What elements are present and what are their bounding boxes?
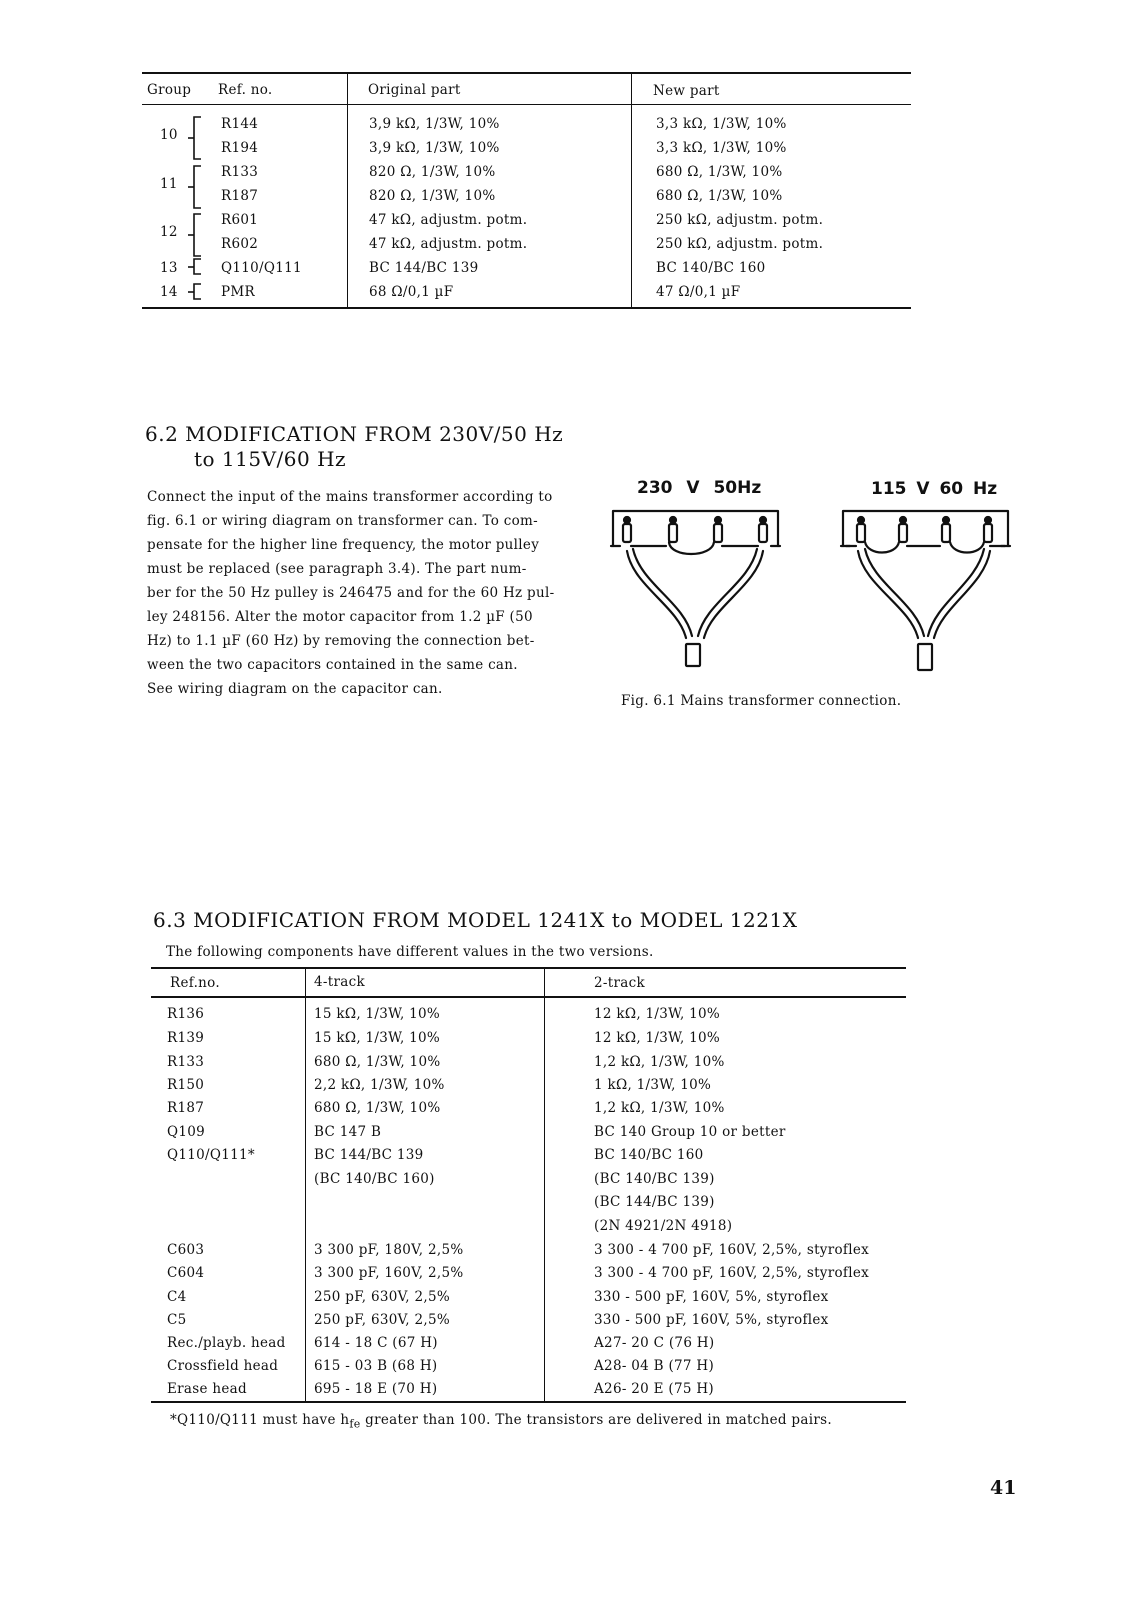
group-label: 14: [160, 284, 178, 300]
ref-cell: PMR: [221, 284, 255, 300]
paragraph-line: ley 248156. Alter the motor capacitor from 1.2 µF (50: [147, 609, 533, 625]
group-label: 11: [160, 176, 178, 192]
footnote-text-start: *Q110/Q111 must have h: [170, 1412, 350, 1428]
original-cell: 820 Ω, 1/3W, 10%: [369, 164, 496, 180]
section-6-2-title-cont: to 115V/60 Hz: [194, 447, 347, 471]
footnote-text-end: greater than 100. The transistors are delivered in matched pairs.: [360, 1412, 832, 1428]
new-cell: 250 kΩ, adjustm. potm.: [656, 236, 824, 252]
new-cell: 680 Ω, 1/3W, 10%: [656, 188, 783, 204]
ref-cell: R601: [221, 212, 259, 228]
paragraph-line: fig. 6.1 or wiring diagram on transformer can. To com-: [147, 513, 538, 529]
original-cell: BC 144/BC 139: [369, 260, 479, 276]
four-track-cell: 15 kΩ, 1/3W, 10%: [314, 1006, 441, 1022]
ref-cell: C603: [167, 1242, 205, 1258]
diagram-label-230v: 230 V 50Hz: [637, 478, 762, 498]
section-6-2-paragraph: [147, 485, 567, 701]
paragraph-line: ween the two capacitors contained in the same can.: [147, 657, 518, 673]
group-label: 12: [160, 224, 178, 240]
paragraph-line: Connect the input of the mains transformer according to: [147, 489, 553, 505]
ref-cell: C5: [167, 1312, 187, 1328]
group-brackets: [180, 112, 205, 304]
new-cell: 680 Ω, 1/3W, 10%: [656, 164, 783, 180]
two-track-cell: 1,2 kΩ, 1/3W, 10%: [594, 1100, 725, 1116]
ref-cell: R187: [167, 1100, 205, 1116]
ref-cell: C4: [167, 1289, 187, 1305]
two-track-cell: (BC 140/BC 139): [594, 1171, 715, 1187]
four-track-cell: 3 300 pF, 160V, 2,5%: [314, 1265, 464, 1281]
paragraph-line: pensate for the higher line frequency, the motor pulley: [147, 537, 540, 553]
two-track-cell: 1 kΩ, 1/3W, 10%: [594, 1077, 712, 1093]
four-track-cell: 2,2 kΩ, 1/3W, 10%: [314, 1077, 445, 1093]
four-track-cell: 15 kΩ, 1/3W, 10%: [314, 1030, 441, 1046]
four-track-cell: 250 pF, 630V, 2,5%: [314, 1289, 450, 1305]
new-cell: 250 kΩ, adjustm. potm.: [656, 212, 824, 228]
transformer-diagram-230v: [608, 506, 783, 674]
ref-cell: Erase head: [167, 1381, 247, 1397]
two-track-cell: 12 kΩ, 1/3W, 10%: [594, 1030, 721, 1046]
four-track-cell: 3 300 pF, 180V, 2,5%: [314, 1242, 464, 1258]
four-track-cell: 680 Ω, 1/3W, 10%: [314, 1054, 441, 1070]
paragraph-line: must be replaced (see paragraph 3.4). The part num-: [147, 561, 527, 577]
two-track-cell: A27- 20 C (76 H): [594, 1335, 715, 1351]
section-6-3-title: 6.3 MODIFICATION FROM MODEL 1241X to MODEL 1221X: [153, 908, 798, 932]
page-number: 41: [990, 1477, 1017, 1499]
original-cell: 47 kΩ, adjustm. potm.: [369, 236, 528, 252]
four-track-cell: 695 - 18 E (70 H): [314, 1381, 438, 1397]
ref-cell: R139: [167, 1030, 205, 1046]
four-track-cell: 680 Ω, 1/3W, 10%: [314, 1100, 441, 1116]
ref-cell: R187: [221, 188, 259, 204]
ref-cell: Crossfield head: [167, 1358, 279, 1374]
ref-cell: R133: [221, 164, 259, 180]
four-track-cell: 614 - 18 C (67 H): [314, 1335, 438, 1351]
new-cell: 3,3 kΩ, 1/3W, 10%: [656, 140, 787, 156]
header-group: Group: [147, 82, 192, 98]
header-ref-no: Ref. no.: [218, 82, 273, 98]
two-track-cell: 330 - 500 pF, 160V, 5%, styroflex: [594, 1289, 829, 1305]
two-track-cell: (2N 4921/2N 4918): [594, 1218, 733, 1234]
ref-cell: Rec./playb. head: [167, 1335, 286, 1351]
paragraph-line: See wiring diagram on the capacitor can.: [147, 681, 443, 697]
two-track-cell: 1,2 kΩ, 1/3W, 10%: [594, 1054, 725, 1070]
original-cell: 3,9 kΩ, 1/3W, 10%: [369, 140, 500, 156]
header-4-track: 4-track: [314, 974, 365, 990]
two-track-cell: 330 - 500 pF, 160V, 5%, styroflex: [594, 1312, 829, 1328]
ref-cell: R150: [167, 1077, 205, 1093]
footnote-subscript: fe: [349, 1417, 361, 1431]
group-label: 10: [160, 127, 178, 143]
four-track-cell: 250 pF, 630V, 2,5%: [314, 1312, 450, 1328]
new-cell: BC 140/BC 160: [656, 260, 766, 276]
four-track-cell: (BC 140/BC 160): [314, 1171, 435, 1187]
original-cell: 47 kΩ, adjustm. potm.: [369, 212, 528, 228]
four-track-cell: 615 - 03 B (68 H): [314, 1358, 438, 1374]
two-track-cell: 12 kΩ, 1/3W, 10%: [594, 1006, 721, 1022]
ref-cell: Q110/Q111: [221, 260, 302, 276]
two-track-cell: 3 300 - 4 700 pF, 160V, 2,5%, styroflex: [594, 1242, 870, 1258]
ref-cell: C604: [167, 1265, 205, 1281]
two-track-cell: BC 140/BC 160: [594, 1147, 704, 1163]
header-new-part: New part: [653, 83, 720, 99]
two-track-cell: BC 140 Group 10 or better: [594, 1124, 786, 1140]
paragraph-line: Hz) to 1.1 µF (60 Hz) by removing the connection bet-: [147, 633, 535, 649]
transformer-diagram-115v: [838, 506, 1013, 674]
two-track-cell: A28- 04 B (77 H): [594, 1358, 715, 1374]
ref-cell: Q110/Q111*: [167, 1147, 255, 1163]
paragraph-line: ber for the 50 Hz pulley is 246475 and for the 60 Hz pul-: [147, 585, 555, 601]
ref-cell: R133: [167, 1054, 205, 1070]
new-cell: 3,3 kΩ, 1/3W, 10%: [656, 116, 787, 132]
group-label: 13: [160, 260, 178, 276]
header-ref-no: Ref.no.: [170, 975, 220, 991]
figure-caption: Fig. 6.1 Mains transformer connection.: [621, 693, 902, 709]
four-track-cell: BC 144/BC 139: [314, 1147, 424, 1163]
ref-cell: R144: [221, 116, 259, 132]
two-track-cell: (BC 144/BC 139): [594, 1194, 715, 1210]
two-track-cell: A26- 20 E (75 H): [594, 1381, 714, 1397]
ref-cell: R602: [221, 236, 259, 252]
footnote: [170, 1412, 832, 1431]
two-track-cell: 3 300 - 4 700 pF, 160V, 2,5%, styroflex: [594, 1265, 870, 1281]
header-original-part: Original part: [368, 82, 461, 98]
original-cell: 68 Ω/0,1 µF: [369, 284, 454, 300]
section-6-2-title: 6.2 MODIFICATION FROM 230V/50 Hz: [145, 422, 564, 446]
original-cell: 3,9 kΩ, 1/3W, 10%: [369, 116, 500, 132]
section-6-3-intro: The following components have different values in the two versions.: [166, 944, 654, 960]
new-cell: 47 Ω/0,1 µF: [656, 284, 741, 300]
ref-cell: Q109: [167, 1124, 206, 1140]
four-track-cell: BC 147 B: [314, 1124, 382, 1140]
original-cell: 820 Ω, 1/3W, 10%: [369, 188, 496, 204]
ref-cell: R136: [167, 1006, 205, 1022]
ref-cell: R194: [221, 140, 259, 156]
header-2-track: 2-track: [594, 975, 645, 991]
diagram-label-115v: 115 V 60 Hz: [871, 479, 998, 499]
